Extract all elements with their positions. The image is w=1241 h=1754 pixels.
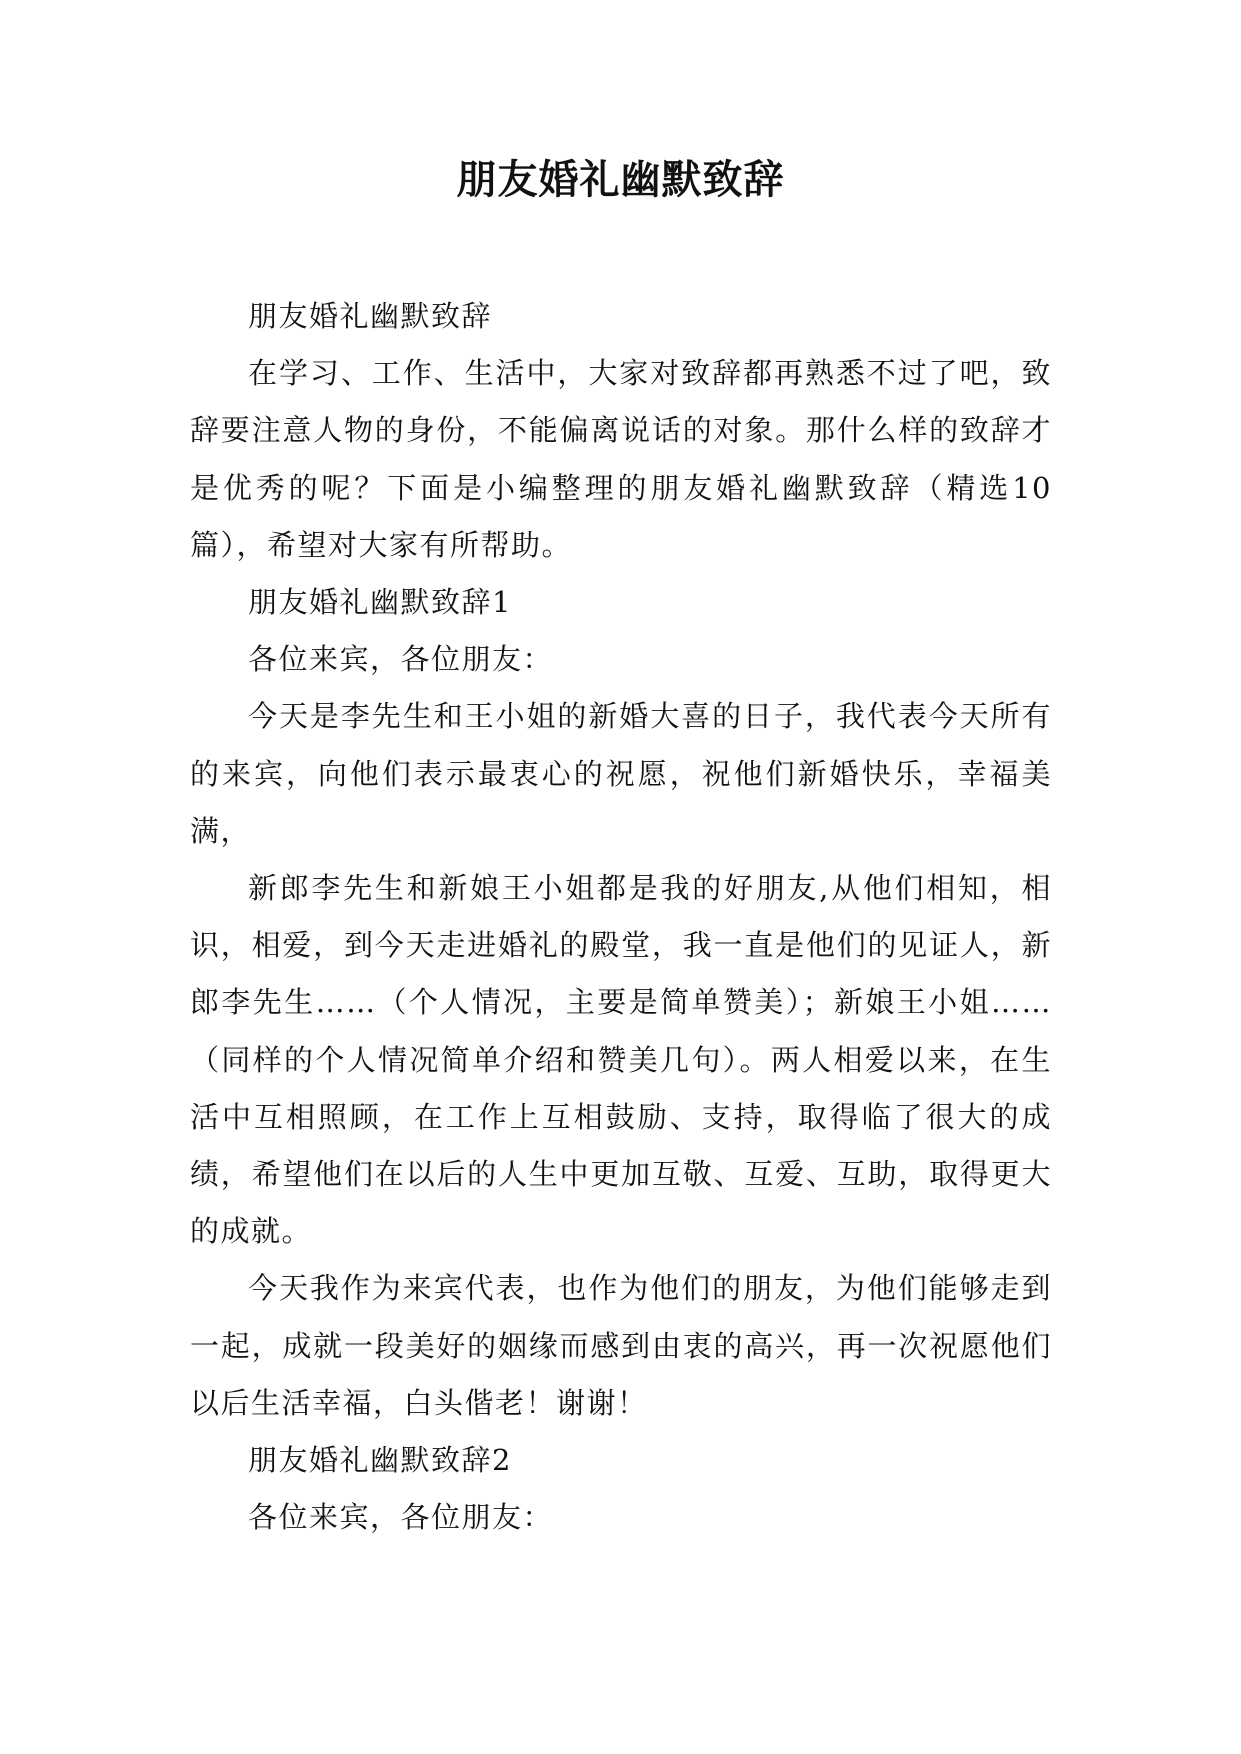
- paragraph-heading-repeat: 朋友婚礼幽默致辞: [248, 299, 493, 333]
- paragraph-couple-story: 新郎李先生和新娘王小姐都是我的好朋友,从他们相知，相识，相爱，到今天走进婚礼的殿堂，我一直是他们的见证人，新郎李先生……（个人情况，主要是简单赞美）；新娘王小姐……（同样的个人情况简单介绍和赞美几句）。两人相爱以来，在生活中互相照顾，在工作上互相鼓励、支持，取得临了很大的成绩，希望他们在以后的人生中更加互敬、互爱、互助，取得更大的成就。: [190, 871, 1052, 1249]
- paragraph-intro: 在学习、工作、生活中，大家对致辞都再熟悉不过了吧，致辞要注意人物的身份，不能偏离说话的对象。那什么样的致辞才是优秀的呢？下面是小编整理的朋友婚礼幽默致辞（精选10篇），希望对大家有所帮助。: [190, 356, 1052, 562]
- section-heading-1: 朋友婚礼幽默致辞1: [248, 585, 512, 620]
- salutation-1: 各位来宾，各位朋友：: [248, 642, 554, 677]
- paragraph-blessing: 今天是李先生和王小姐的新婚大喜的日子，我代表今天所有的来宾，向他们表示最衷心的祝愿，祝他们新婚快乐，幸福美满，: [190, 699, 1052, 848]
- paragraph-closing: 今天我作为来宾代表，也作为他们的朋友，为他们能够走到一起，成就一段美好的姻缘而感到由衷的高兴，再一次祝愿他们以后生活幸福，白头偕老！谢谢！: [190, 1271, 1052, 1420]
- section-heading-2: 朋友婚礼幽默致辞2: [248, 1443, 512, 1478]
- document-body: [190, 288, 1052, 1546]
- document-title: 朋友婚礼幽默致辞: [456, 157, 785, 203]
- salutation-2: 各位来宾，各位朋友：: [248, 1500, 554, 1535]
